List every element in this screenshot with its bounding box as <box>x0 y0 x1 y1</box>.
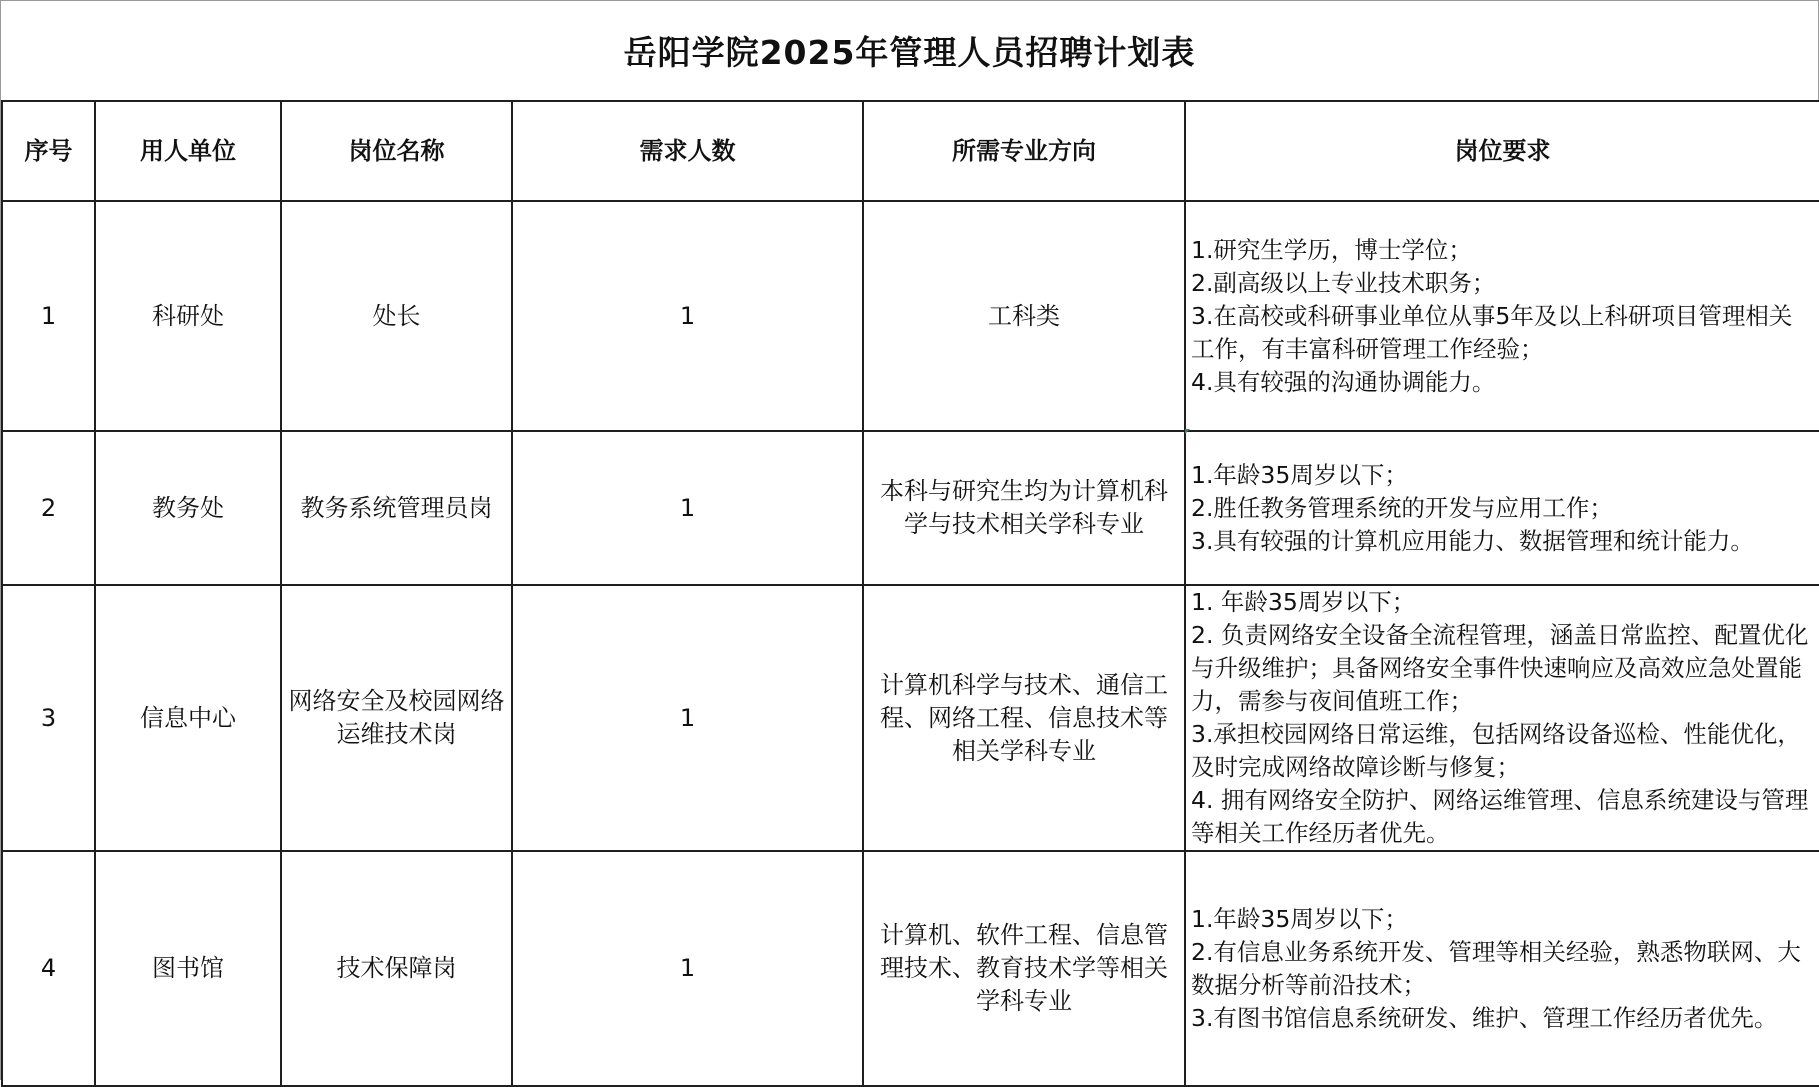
cell-count[interactable]: 1 <box>512 585 863 851</box>
requirement-line: 2.胜任教务管理系统的开发与应用工作； <box>1191 493 1613 522</box>
cell-position[interactable]: 技术保障岗 <box>281 851 512 1086</box>
requirement-line: 1.年龄35周岁以下； <box>1191 904 1408 933</box>
cell-index[interactable]: 3 <box>2 585 95 851</box>
cell-position[interactable]: 网络安全及校园网络运维技术岗 <box>281 585 512 851</box>
table-row <box>2 851 1819 1086</box>
cell-major[interactable]: 计算机、软件工程、信息管理技术、教育技术学等相关学科专业 <box>863 851 1185 1086</box>
cell-unit[interactable]: 信息中心 <box>95 585 281 851</box>
cell-count[interactable]: 1 <box>512 431 863 585</box>
cell-requirements[interactable] <box>1185 201 1819 431</box>
cell-index[interactable]: 2 <box>2 431 95 585</box>
cell-major[interactable]: 本科与研究生均为计算机科学与技术相关学科专业 <box>863 431 1185 585</box>
header-requirements[interactable]: 岗位要求 <box>1185 101 1819 201</box>
cell-count[interactable]: 1 <box>512 201 863 431</box>
table-row <box>2 585 1819 851</box>
cell-indicator-icon <box>1185 429 1190 434</box>
requirement-line: 2.有信息业务系统开发、管理等相关经验，熟悉物联网、大数据分析等前沿技术； <box>1191 937 1801 999</box>
requirement-line: 3.有图书馆信息系统研发、维护、管理工作经历者优先。 <box>1191 1003 1778 1032</box>
header-count[interactable]: 需求人数 <box>512 101 863 201</box>
recruitment-plan-table <box>1 100 1819 1087</box>
header-unit[interactable]: 用人单位 <box>95 101 281 201</box>
cell-count[interactable]: 1 <box>512 851 863 1086</box>
cell-unit[interactable]: 图书馆 <box>95 851 281 1086</box>
requirement-line: 3.承担校园网络日常运维，包括网络设备巡检、性能优化，及时完成网络故障诊断与修复； <box>1191 720 1801 781</box>
header-index[interactable]: 序号 <box>2 101 95 201</box>
requirement-line: 2. 负责网络安全设备全流程管理，涵盖日常监控、配置优化与升级维护；具备网络安全事件快速响应及高效应急处置能力，需参与夜间值班工作； <box>1191 621 1809 715</box>
requirement-line: 1.年龄35周岁以下； <box>1191 460 1408 489</box>
cell-major[interactable]: 工科类 <box>863 201 1185 431</box>
cell-requirements[interactable] <box>1185 585 1819 851</box>
cell-unit[interactable]: 科研处 <box>95 201 281 431</box>
cell-unit[interactable]: 教务处 <box>95 431 281 585</box>
cell-requirements[interactable] <box>1185 851 1819 1086</box>
requirement-line: 1.研究生学历，博士学位； <box>1191 235 1472 264</box>
table-row <box>2 201 1819 431</box>
requirement-line: 4.具有较强的沟通协调能力。 <box>1191 367 1496 396</box>
requirement-line: 3.具有较强的计算机应用能力、数据管理和统计能力。 <box>1191 526 1754 555</box>
header-position[interactable]: 岗位名称 <box>281 101 512 201</box>
table-row <box>2 431 1819 585</box>
requirement-line: 3.在高校或科研事业单位从事5年及以上科研项目管理相关工作，有丰富科研管理工作经验； <box>1191 301 1793 363</box>
cell-major[interactable]: 计算机科学与技术、通信工程、网络工程、信息技术等相关学科专业 <box>863 585 1185 851</box>
requirement-line: 2.副高级以上专业技术职务； <box>1191 268 1496 297</box>
header-major[interactable]: 所需专业方向 <box>863 101 1185 201</box>
table-title: 岳阳学院2025年管理人员招聘计划表 <box>1 1 1819 100</box>
requirement-line: 4. 拥有网络安全防护、网络运维管理、信息系统建设与管理等相关工作经历者优先。 <box>1191 786 1809 847</box>
cell-requirements[interactable] <box>1185 431 1819 585</box>
header-row <box>2 101 1819 201</box>
cell-index[interactable]: 1 <box>2 201 95 431</box>
cell-position[interactable]: 处长 <box>281 201 512 431</box>
cell-index[interactable]: 4 <box>2 851 95 1086</box>
cell-position[interactable]: 教务系统管理员岗 <box>281 431 512 585</box>
requirement-line: 1. 年龄35周岁以下； <box>1191 588 1416 616</box>
